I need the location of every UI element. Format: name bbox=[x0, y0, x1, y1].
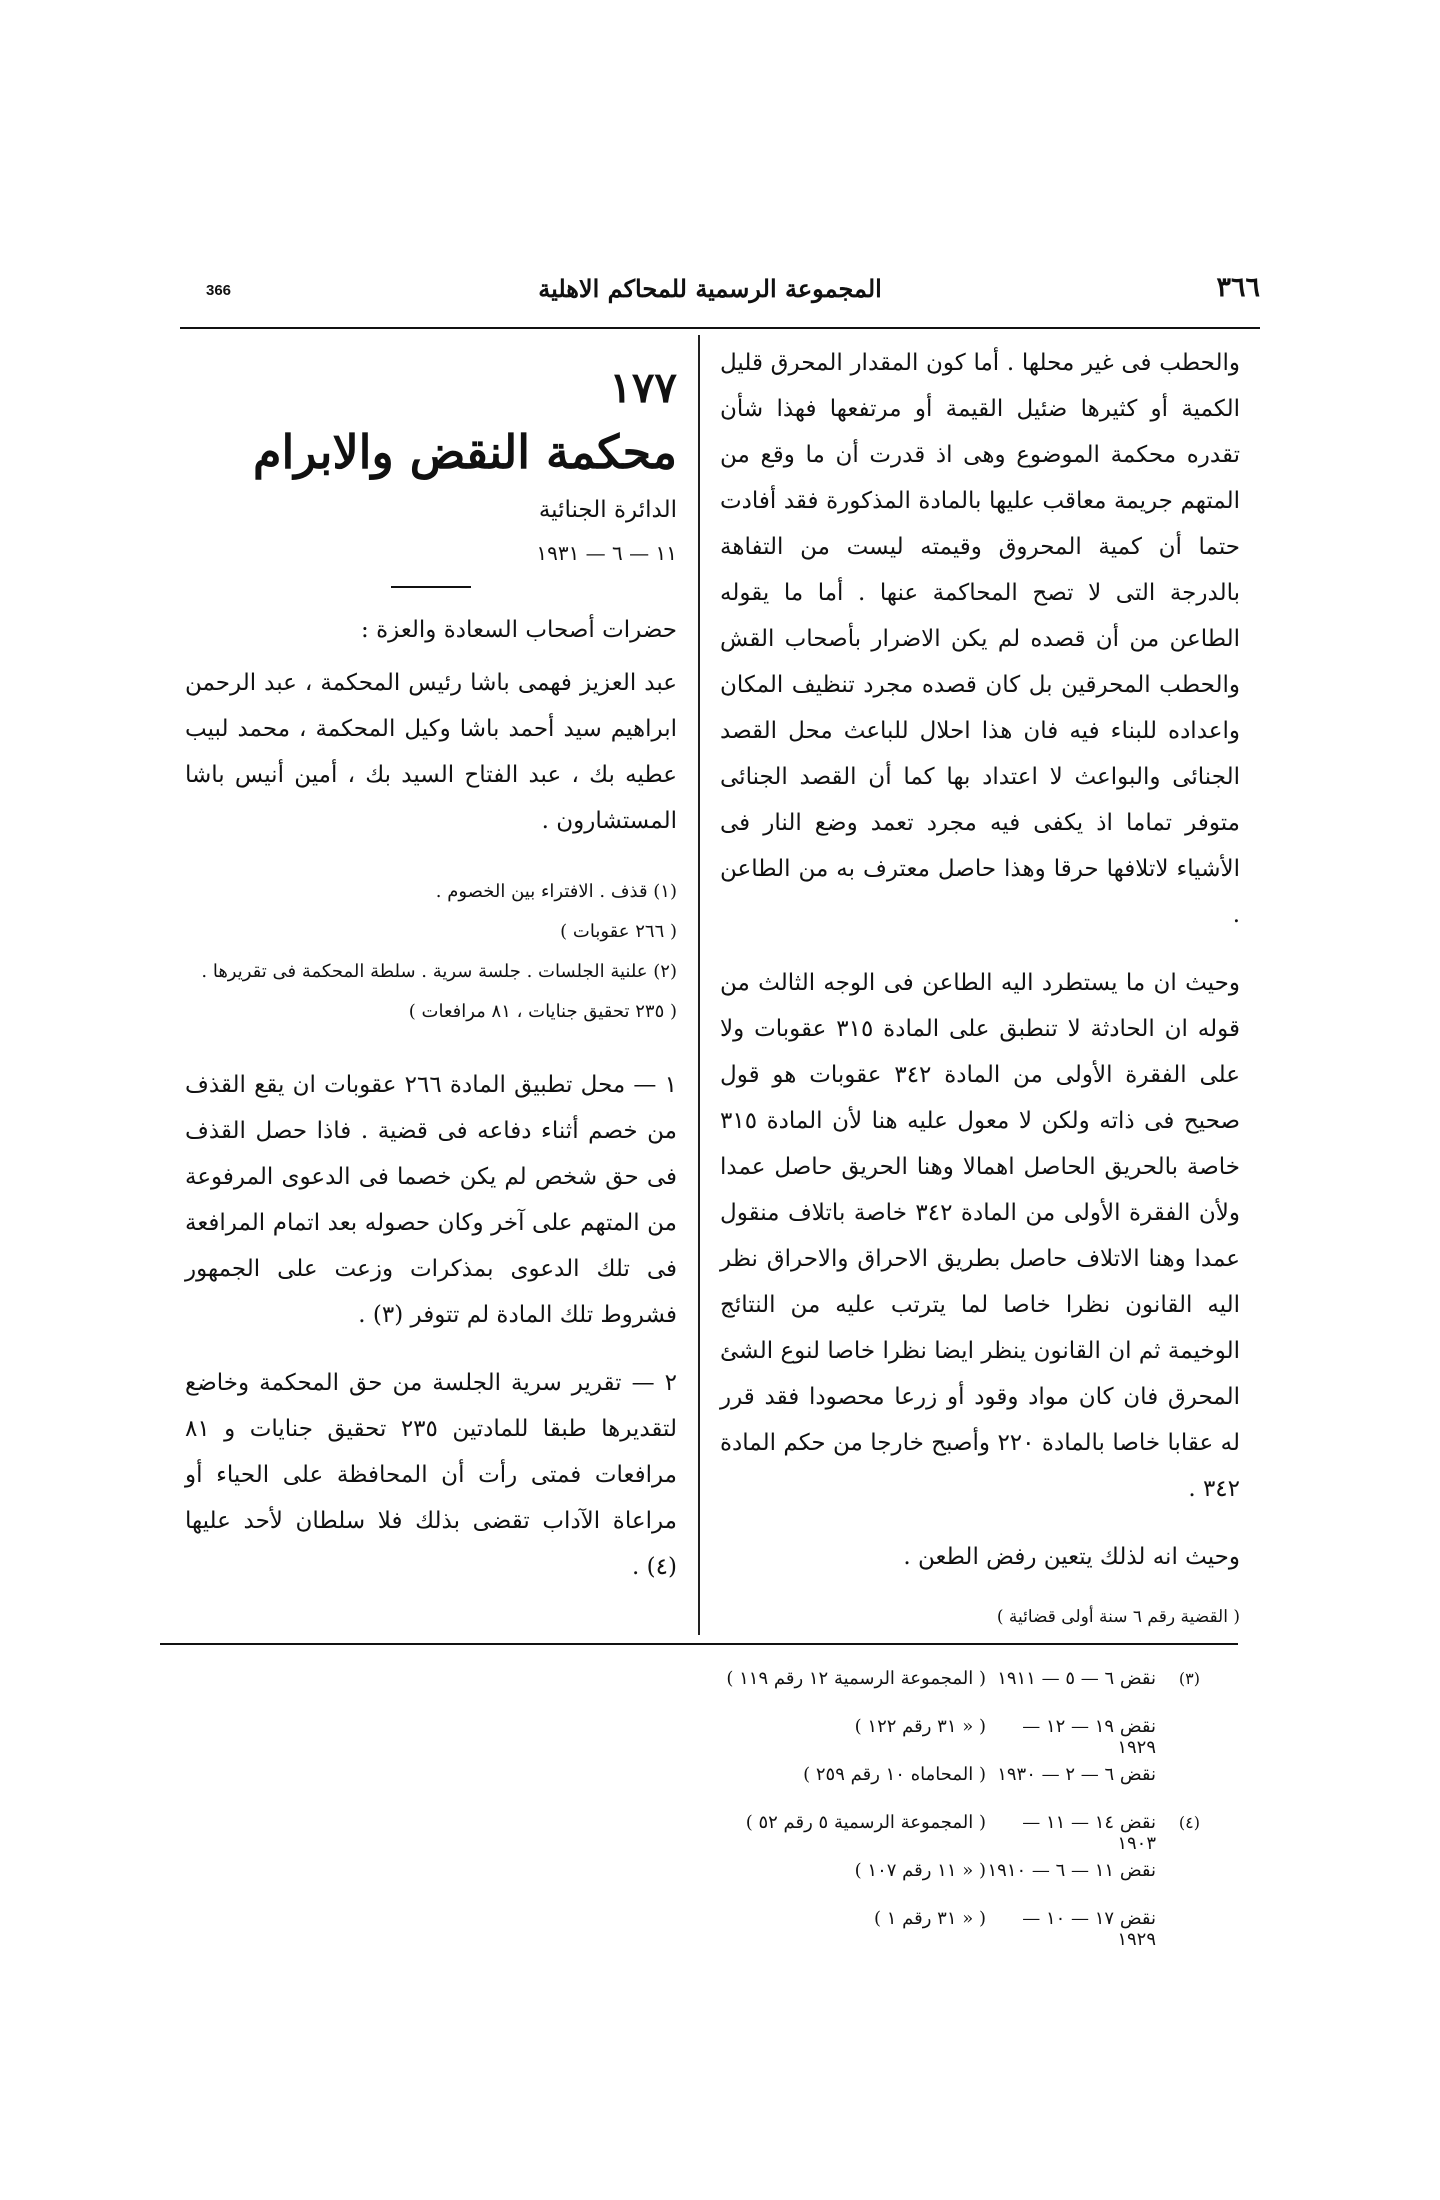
column-divider bbox=[698, 335, 700, 1635]
judgment-paragraph-3: وحيث انه لذلك يتعين رفض الطعن . bbox=[903, 1544, 1240, 1570]
session-date: ١١ — ٦ — ١٩٣١ bbox=[536, 541, 677, 565]
headnote-2-reference: ( ٢٣٥ تحقيق جنايات ، ٨١ مرافعات ) bbox=[408, 1001, 677, 1022]
page-number-latin: 366 bbox=[206, 282, 232, 299]
footnote-row bbox=[600, 1668, 1200, 1716]
footnote-source: ( « ١١ رقم ١٠٧ ) bbox=[854, 1860, 986, 1881]
footnote-source: ( المحاماه ١٠ رقم ٢٥٩ ) bbox=[803, 1764, 986, 1785]
left-column bbox=[185, 348, 677, 1590]
footnote-ruling: نقض ١٩ — ١٢ — ١٩٢٩ bbox=[1022, 1716, 1156, 1758]
footnote-row bbox=[600, 1812, 1200, 1860]
footnote-ruling: نقض ١٧ — ١٠ — ١٩٢٩ bbox=[1022, 1908, 1156, 1950]
footnote-source: ( « ٣١ رقم ١٢٢ ) bbox=[854, 1716, 986, 1737]
footnote-row bbox=[600, 1908, 1200, 1956]
footnote-ruling: نقض ١١ — ٦ — ١٩١٠ bbox=[987, 1860, 1156, 1881]
judges-list: عبد العزيز فهمى باشا رئيس المحكمة ، عبد الرحمن ابراهيم سيد أحمد باشا وكيل المحكمة ، محمد لبيب عطيه بك ، عبد الفتاح السيد بك ، أمين أنيس باشا المستشارون . bbox=[185, 670, 677, 834]
footnote-rule bbox=[160, 1643, 1238, 1645]
court-name: محكمة النقض والابرام bbox=[253, 425, 677, 479]
footnote-mark: (٤) bbox=[1178, 1813, 1200, 1832]
footnote-ruling: نقض ٦ — ٥ — ١٩١١ bbox=[997, 1668, 1156, 1689]
headnote-2: (٢) علنية الجلسات . جلسة سرية . سلطة المحكمة فى تقريرها . bbox=[201, 961, 677, 982]
legal-principles bbox=[185, 1062, 677, 1590]
principle-1: ١ — محل تطبيق المادة ٢٦٦ عقوبات ان يقع القذف من خصم أثناء دفاعه فى قضية . فاذا حصل القذف فى حق شخص لم يكن خصما فى الدعوى المرفوعة من المتهم على آخر وكان حصوله بعد اتمام المرافعة فى تلك الدعوى بمذكرات وزعت على الجمهور فشروط تلك المادة لم تتوفر (٣) . bbox=[185, 1072, 677, 1328]
header-rule bbox=[180, 327, 1260, 329]
footnote-source: ( « ٣١ رقم ١ ) bbox=[874, 1908, 986, 1929]
footnote-ruling: نقض ٦ — ٢ — ١٩٣٠ bbox=[997, 1764, 1156, 1785]
running-title: المجموعة الرسمية للمحاكم الاهلية bbox=[538, 274, 882, 303]
presence-heading: حضرات أصحاب السعادة والعزة : bbox=[361, 617, 677, 643]
headnote-1-reference: ( ٢٦٦ عقوبات ) bbox=[560, 921, 677, 942]
case-number: ١٧٧ bbox=[609, 363, 677, 412]
right-column bbox=[720, 340, 1240, 1632]
separator-rule bbox=[391, 586, 471, 588]
footnote-mark: (٣) bbox=[1178, 1669, 1200, 1688]
principle-2: ٢ — تقرير سرية الجلسة من حق المحكمة وخاضع لتقديرها طبقا للمادتين ٢٣٥ تحقيق جنايات و ٨١ مرافعات فمتى رأت أن المحافظة على الحياء أو مراعاة الآداب تقضى بذلك فلا سلطان لأحد عليها (٤) . bbox=[185, 1370, 677, 1580]
case-reference: ( القضية رقم ٦ سنة أولى قضائية ) bbox=[996, 1607, 1240, 1627]
footnote-row bbox=[600, 1860, 1200, 1908]
judgment-paragraph-2: وحيث ان ما يستطرد اليه الطاعن فى الوجه الثالث من قوله ان الحادثة لا تنطبق على المادة ٣١٥ عقوبات ولا على الفقرة الأولى من المادة ٣٤٢ عقوبات هو قول صحيح فى ذاته ولكن لا معول عليه هنا لأن المادة ٣١٥ خاصة بالحريق الحاصل اهمالا وهنا الحريق حاصل عمدا ولأن الفقرة الأولى من المادة ٣٤٢ خاصة باتلاف منقول عمدا وهنا الاتلاف حاصل بطريق الاحراق والاحراق نظر اليه القانون نظرا خاصا لما يترتب عليه من النتائج الوخيمة ثم ان القانون ينظر ايضا نظرا خاصا لنوع الشئ المحرق فان كان مواد وقود أو زرعا محصودا فقد قرر له عقابا خاصا بالمادة ٢٢٠ وأصبح خارجا من حكم المادة ٣٤٢ . bbox=[720, 970, 1240, 1502]
judgment-paragraph-1: والحطب فى غير محلها . أما كون المقدار المحرق قليل الكمية أو كثيرها ضئيل القيمة أو مرتفعها فهذا شأن تقدره محكمة الموضوع وهى اذ قدرت أن ما وقع من المتهم جريمة معاقب عليها بالمادة المذكورة فقد أفادت حتما أن كمية المحروق وقيمته ليست من التفاهة بالدرجة التى لا تصح المحاكمة عنها . أما ما يقوله الطاعن من أن قصده لم يكن الاضرار بأصحاب القش والحطب المحرقين بل كان قصده مجرد تنظيف المكان واعداده للبناء فيه فان هذا احلال للباعث محل القصد الجنائى والبواعث لا اعتداد بها كما أن القصد الجنائى متوفر تماما اذ يكفى فيه مجرد تعمد وضع النار فى الأشياء لاتلافها حرقا وهذا حاصل معترف به من الطاعن . bbox=[720, 350, 1240, 928]
headnotes bbox=[185, 872, 677, 1032]
footnote-row bbox=[600, 1764, 1200, 1812]
footnote-source: ( المجموعة الرسمية ٥ رقم ٥٢ ) bbox=[745, 1812, 986, 1833]
footnote-ruling: نقض ١٤ — ١١ — ١٩٠٣ bbox=[1022, 1812, 1156, 1854]
footnotes bbox=[600, 1668, 1200, 1956]
footnote-source: ( المجموعة الرسمية ١٢ رقم ١١٩ ) bbox=[726, 1668, 986, 1689]
footnote-row bbox=[600, 1716, 1200, 1764]
headnote-1: (١) قذف . الافتراء بين الخصوم . bbox=[435, 881, 677, 902]
page-number-arabic: ٣٦٦ bbox=[1216, 272, 1260, 303]
circuit-name: الدائرة الجنائية bbox=[538, 497, 677, 523]
